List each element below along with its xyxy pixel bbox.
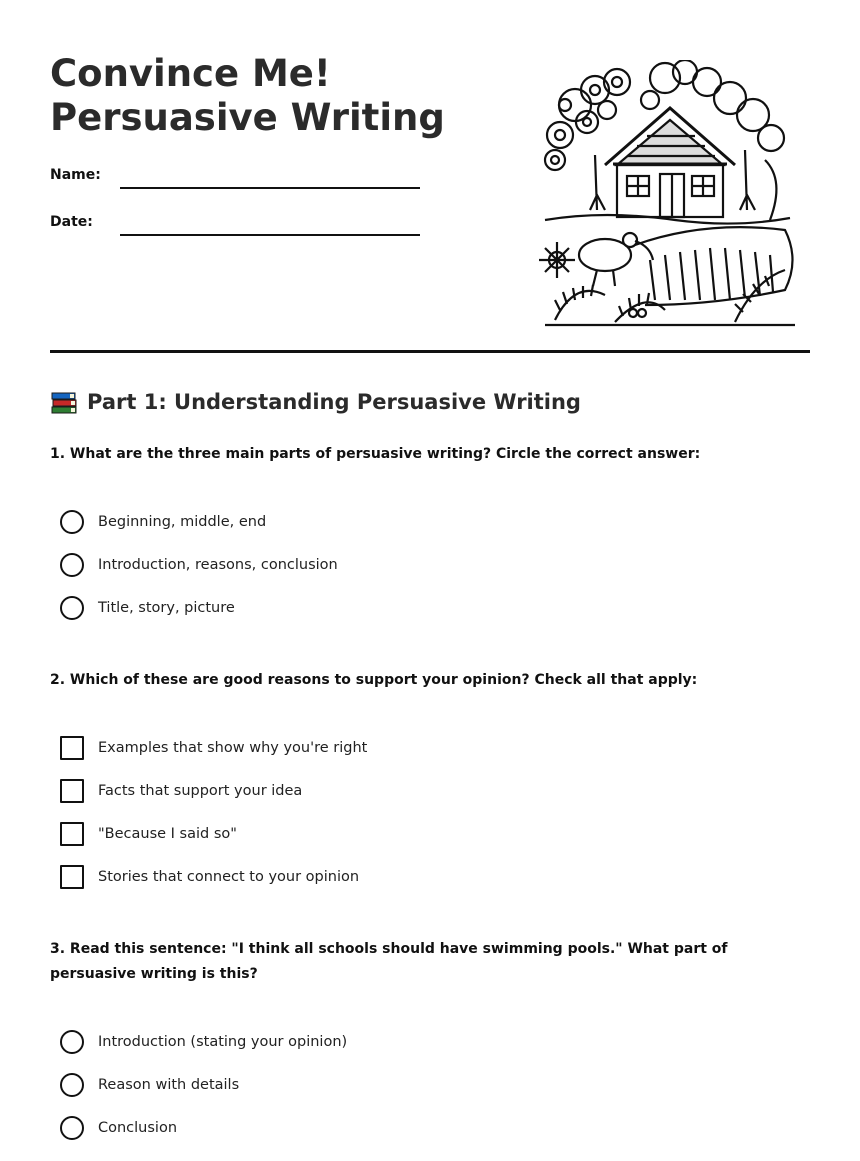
q1-option-3[interactable] (60, 595, 235, 621)
option-label: Reason with details (98, 1077, 240, 1093)
question-1: 1. What are the three main parts of persuasive writing? Circle the correct answer: (50, 446, 701, 462)
radio-circle[interactable] (60, 1073, 84, 1097)
checkbox[interactable] (60, 865, 84, 889)
checkbox[interactable] (60, 779, 84, 803)
option-label: Facts that support your idea (98, 783, 303, 799)
checkbox[interactable] (60, 736, 84, 760)
question-3: 3. Read this sentence: "I think all schools should have swimming pools." What part of persuasive writing is this? (50, 941, 728, 982)
q1-option-1[interactable] (60, 509, 266, 535)
house-in-forest-illustration (535, 60, 805, 328)
title-line-2: Persuasive Writing (50, 96, 445, 139)
q3-option-2[interactable] (60, 1072, 239, 1098)
title-line-1: Convince Me! (50, 52, 331, 95)
option-label: Title, story, picture (98, 600, 235, 616)
page-title (50, 52, 445, 140)
q3-option-3[interactable] (60, 1115, 177, 1141)
option-label: Introduction (stating your opinion) (98, 1034, 348, 1050)
name-label: Name: (50, 167, 101, 183)
q1-option-2[interactable] (60, 552, 338, 578)
option-label: Stories that connect to your opinion (98, 869, 360, 885)
name-field[interactable] (50, 167, 420, 197)
q2-option-1[interactable] (60, 735, 367, 761)
date-label: Date: (50, 214, 93, 230)
checkbox[interactable] (60, 822, 84, 846)
books-icon (50, 389, 78, 415)
option-label: Beginning, middle, end (98, 514, 267, 530)
radio-circle[interactable] (60, 596, 84, 620)
q2-option-2[interactable] (60, 778, 302, 804)
radio-circle[interactable] (60, 510, 84, 534)
date-field[interactable] (50, 214, 420, 244)
option-label: Examples that show why you're right (98, 740, 368, 756)
option-label: Introduction, reasons, conclusion (98, 557, 338, 573)
part1-heading (50, 389, 581, 415)
question-2: 2. Which of these are good reasons to support your opinion? Check all that apply: (50, 672, 698, 688)
q3-option-1[interactable] (60, 1029, 347, 1055)
radio-circle[interactable] (60, 1030, 84, 1054)
radio-circle[interactable] (60, 553, 84, 577)
date-write-line[interactable] (120, 234, 420, 236)
option-label: "Because I said so" (98, 826, 237, 842)
header-divider (50, 350, 810, 353)
radio-circle[interactable] (60, 1116, 84, 1140)
part1-heading-text: Part 1: Understanding Persuasive Writing (87, 390, 581, 414)
option-label: Conclusion (98, 1120, 178, 1136)
q2-option-3[interactable] (60, 821, 237, 847)
name-write-line[interactable] (120, 187, 420, 189)
q2-option-4[interactable] (60, 864, 359, 890)
